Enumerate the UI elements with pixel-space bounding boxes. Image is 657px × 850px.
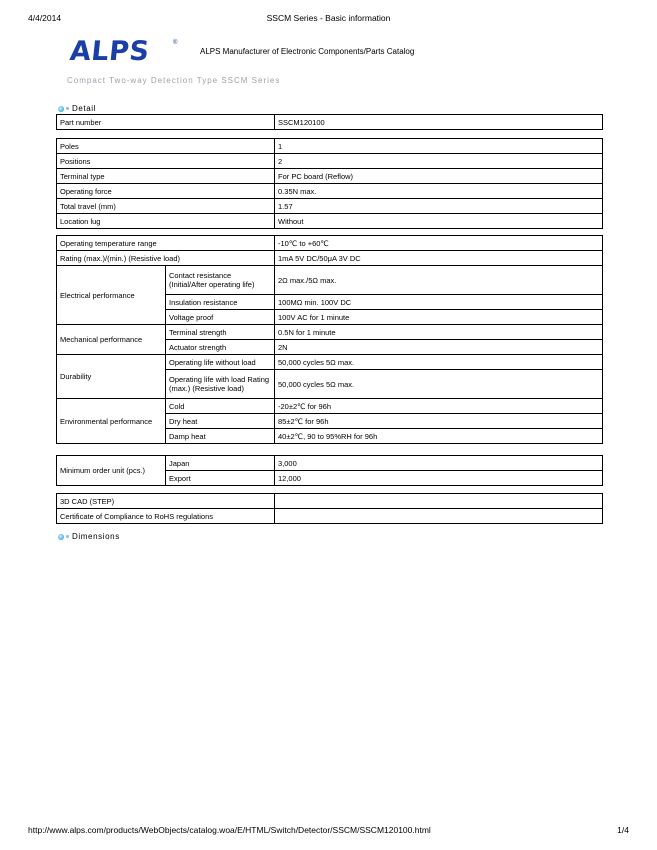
spec-label: Terminal type — [57, 169, 275, 184]
spec-label: Dry heat — [166, 414, 275, 429]
3d-cad-link[interactable]: 3D CAD (STEP) — [57, 494, 275, 509]
bullet-icon — [58, 534, 64, 540]
spec-value: 0.5N for 1 minute — [275, 325, 603, 340]
spec-value: 1mA 5V DC/50μA 3V DC — [275, 251, 603, 266]
spec-label: Voltage proof — [166, 310, 275, 325]
spec-value: 0.35N max. — [275, 184, 603, 199]
spec-label: Cold — [166, 399, 275, 414]
spec-value: 2Ω max./5Ω max. — [275, 266, 603, 295]
spec-label: Export — [166, 471, 275, 486]
spec-value: -10℃ to +60℃ — [275, 236, 603, 251]
min-order-table — [56, 455, 603, 486]
table-row — [57, 214, 603, 229]
spec-label: Operating life without load — [166, 355, 275, 370]
table-row — [57, 325, 603, 340]
spec-value: 100V AC for 1 minute — [275, 310, 603, 325]
print-url[interactable]: http://www.alps.com/products/WebObjects/catalog.woa/E/HTML/Switch/Detector/SSCM/SSCM120100.html — [28, 825, 431, 835]
dimensions-heading — [58, 532, 120, 541]
table-row — [57, 115, 603, 130]
spec-label: Total travel (mm) — [57, 199, 275, 214]
table-row — [57, 266, 603, 295]
bullet-icon — [58, 106, 64, 112]
spec-label: Actuator strength — [166, 340, 275, 355]
table-row — [57, 154, 603, 169]
group-label: Durability — [57, 355, 166, 399]
spec-value: 1.57 — [275, 199, 603, 214]
spec-value: 3,000 — [275, 456, 603, 471]
spec-value: For PC board (Reflow) — [275, 169, 603, 184]
group-label: Mechanical performance — [57, 325, 166, 355]
spec-value: 50,000 cycles 5Ω max. — [275, 370, 603, 399]
bullet-small-icon — [66, 535, 69, 538]
group-label: Environmental performance — [57, 399, 166, 444]
table-row — [57, 199, 603, 214]
table-row — [57, 251, 603, 266]
group-label: Minimum order unit (pcs.) — [57, 456, 166, 486]
print-footer — [0, 825, 657, 837]
spec-value: 100MΩ min. 100V DC — [275, 295, 603, 310]
table-row — [57, 184, 603, 199]
spec-value: 2 — [275, 154, 603, 169]
detail-heading-text: Detail — [72, 104, 97, 113]
spec-value — [275, 509, 603, 524]
series-name: Compact Two-way Detection Type SSCM Series — [67, 76, 281, 85]
spec-value: Without — [275, 214, 603, 229]
alps-logo-text: ALPS — [68, 36, 151, 67]
spec-value: 85±2℃ for 96h — [275, 414, 603, 429]
part-number-value: SSCM120100 — [275, 115, 603, 130]
rohs-certificate-link[interactable]: Certificate of Compliance to RoHS regulations — [57, 509, 275, 524]
spec-value: 2N — [275, 340, 603, 355]
registered-mark: ® — [173, 40, 178, 46]
spec-label: Positions — [57, 154, 275, 169]
page-number: 1/4 — [617, 825, 629, 835]
downloads-table — [56, 493, 603, 524]
table-row — [57, 139, 603, 154]
part-number-table — [56, 114, 603, 130]
table-row — [57, 494, 603, 509]
table-row — [57, 509, 603, 524]
spec-label: Terminal strength — [166, 325, 275, 340]
print-date: 4/4/2014 — [28, 13, 62, 23]
spec-value: 40±2℃, 90 to 95%RH for 96h — [275, 429, 603, 444]
table-row — [57, 236, 603, 251]
table-row — [57, 169, 603, 184]
group-label: Electrical performance — [57, 266, 166, 325]
spec-label: Contact resistance (Initial/After operating life) — [166, 266, 275, 295]
spec-label: Location lug — [57, 214, 275, 229]
part-number-label: Part number — [57, 115, 275, 130]
spec-value: 12,000 — [275, 471, 603, 486]
spec-value: 50,000 cycles 5Ω max. — [275, 355, 603, 370]
spec-label: Poles — [57, 139, 275, 154]
detail-heading — [58, 104, 96, 113]
dimensions-heading-text: Dimensions — [72, 532, 120, 541]
spec-label: Operating temperature range — [57, 236, 275, 251]
table-row — [57, 355, 603, 370]
print-title: SSCM Series - Basic information — [266, 13, 391, 23]
spec-value: 1 — [275, 139, 603, 154]
bullet-small-icon — [66, 107, 69, 110]
table-row — [57, 456, 603, 471]
spec-value — [275, 494, 603, 509]
alps-logo[interactable] — [70, 36, 178, 68]
spec-value: -20±2℃ for 96h — [275, 399, 603, 414]
table-row — [57, 399, 603, 414]
print-header — [0, 13, 657, 27]
spec-label: Japan — [166, 456, 275, 471]
performance-table — [56, 235, 603, 444]
site-tagline: ALPS Manufacturer of Electronic Components/Parts Catalog — [200, 47, 415, 56]
spec-label: Rating (max.)/(min.) (Resistive load) — [57, 251, 275, 266]
spec-label: Operating force — [57, 184, 275, 199]
spec-label: Insulation resistance — [166, 295, 275, 310]
spec-label: Damp heat — [166, 429, 275, 444]
spec-label: Operating life with load Rating (max.) (Resistive load) — [166, 370, 275, 399]
basic-spec-table — [56, 138, 603, 229]
